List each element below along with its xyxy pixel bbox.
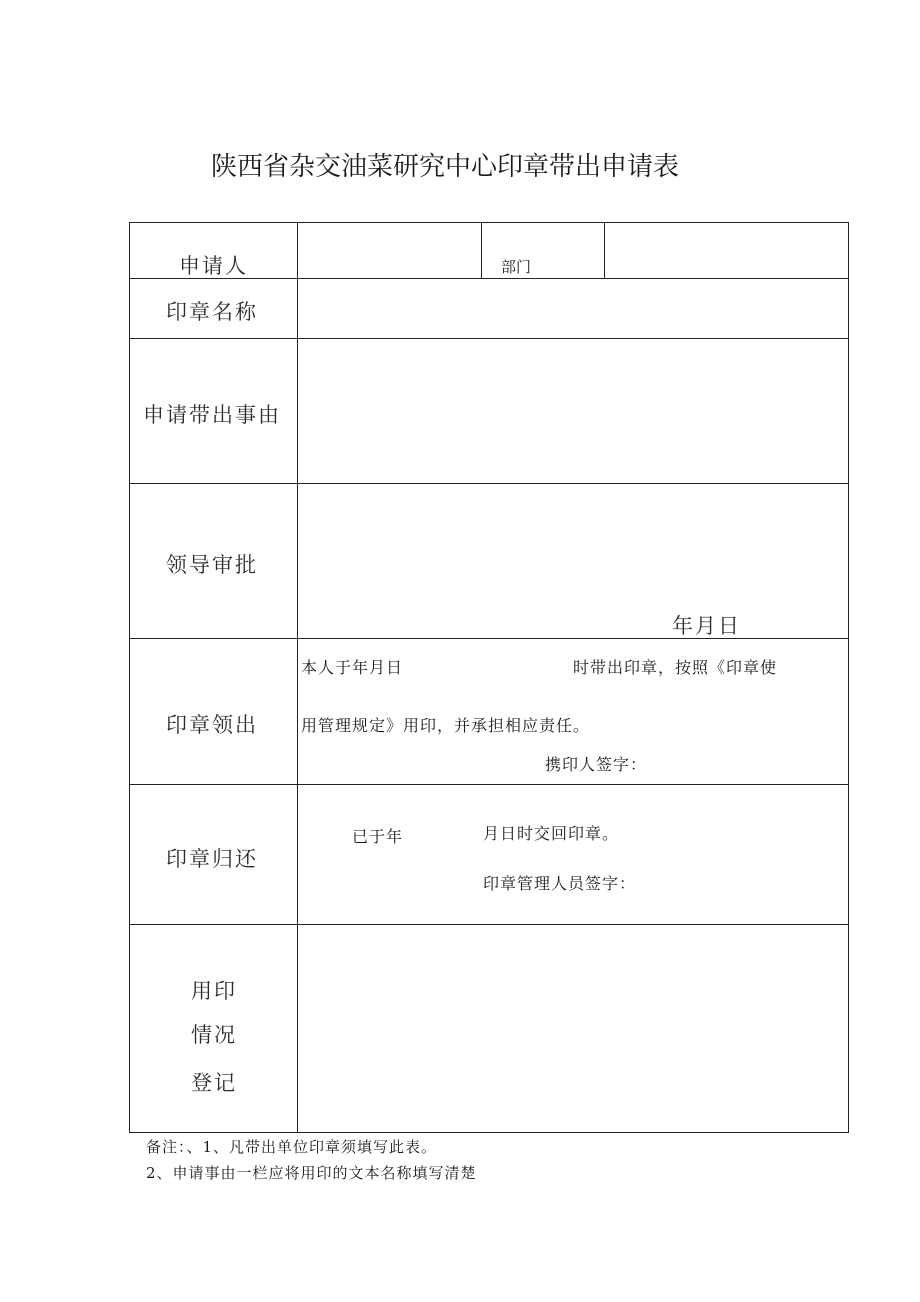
applicant-label: 申请人 [179,254,248,278]
applicant-field[interactable] [298,223,481,278]
department-label: 部门 [501,258,532,276]
approval-field[interactable] [298,484,848,638]
checkout-text-2: 用管理规定》用印，并承担相应责任。 [301,716,591,735]
return-text-1a: 已于年 [352,827,404,846]
return-text-1b: 月日时交回印章。 [483,824,620,843]
reason-label: 申请带出事由 [143,403,281,427]
usage-label-line3: 登记 [191,1071,237,1095]
form-title: 陕西省杂交油菜研究中心印章带出申请表 [210,152,679,182]
seal-name-label: 印章名称 [166,300,258,324]
checkout-text-1a: 本人于年月日 [301,658,404,677]
reason-field[interactable] [298,339,848,483]
approval-date: 年月日 [672,614,741,638]
usage-label-line1: 用印 [191,979,237,1003]
column-divider [481,223,482,278]
usage-field[interactable] [298,925,848,1132]
checkout-label: 印章领出 [166,713,258,737]
note-line-2: 2、申请事由一栏应将用印的文本名称填写清楚 [146,1164,477,1182]
seal-name-field[interactable] [298,279,848,338]
checkout-signer-label: 携印人签字： [545,755,648,774]
approval-label: 领导审批 [166,553,258,577]
return-signer-label: 印章管理人员签字： [483,874,637,893]
note-line-1: 备注：、1、凡带出单位印章须填写此表。 [146,1138,438,1156]
row-divider [130,784,848,785]
checkout-text-1b: 时带出印章，按照《印章使 [573,658,778,677]
return-label: 印章归还 [166,847,258,871]
department-field[interactable] [605,223,848,278]
usage-label-line2: 情况 [191,1023,237,1047]
seal-request-form [129,222,849,1133]
